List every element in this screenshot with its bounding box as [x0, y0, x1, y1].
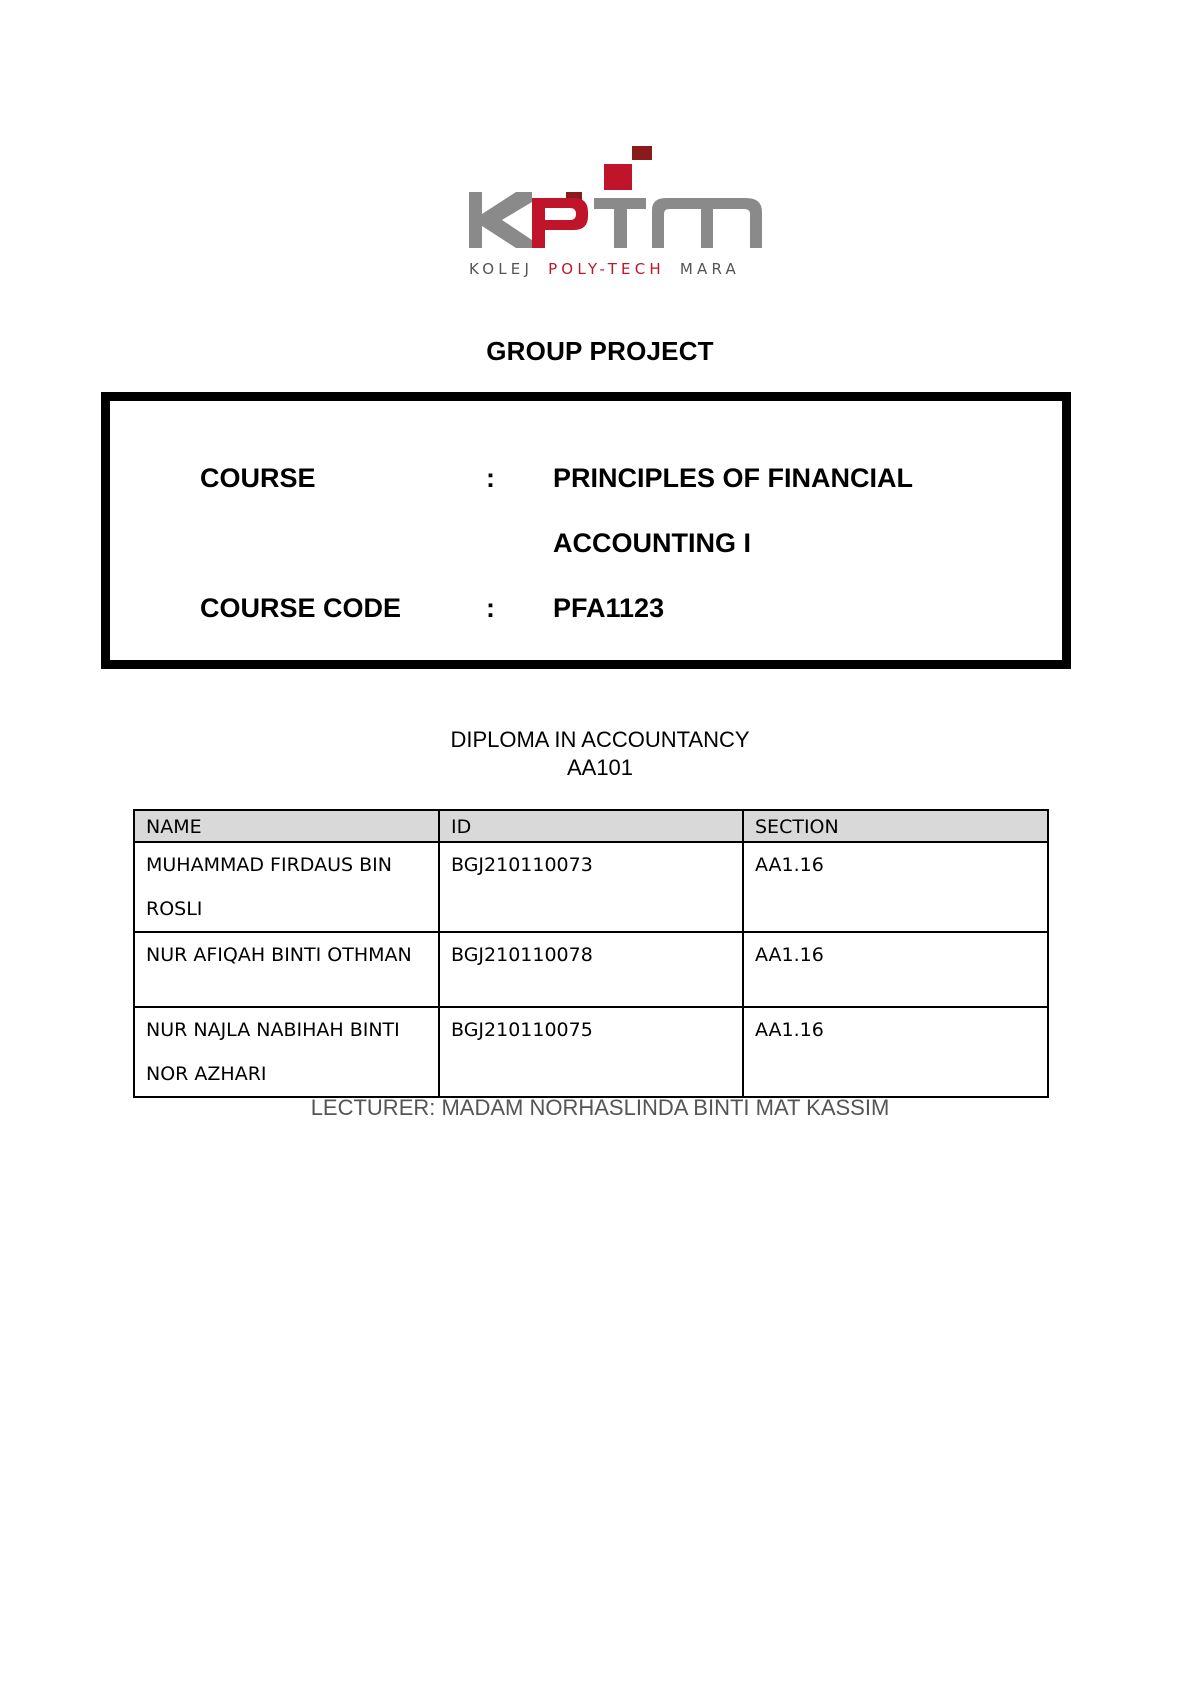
table-row	[134, 1007, 1048, 1097]
logo-letter-p	[532, 198, 588, 248]
program-name: DIPLOMA IN ACCOUNTANCY	[450, 727, 750, 752]
member-id: BGJ210110073	[439, 842, 743, 932]
course-name-line2: ACCOUNTING I	[553, 528, 751, 558]
member-name: MUHAMMAD FIRDAUS BIN ROSLI	[134, 842, 439, 932]
table-row	[134, 932, 1048, 1007]
course-label: COURSE	[200, 463, 316, 493]
lecturer-line: LECTURER: MADAM NORHASLINDA BINTI MAT KASSIM	[310, 1095, 890, 1120]
member-name: NUR AFIQAH BINTI OTHMAN	[134, 932, 439, 1007]
members-table	[133, 809, 1049, 1098]
course-code-colon: :	[486, 593, 495, 623]
course-code-label: COURSE CODE	[200, 593, 402, 623]
header-id: ID	[439, 810, 743, 842]
logo-letter-k	[469, 192, 532, 248]
logo-tagline: KOLEJ POLY-TECH MARA	[469, 260, 740, 278]
logo-square-red	[604, 164, 632, 190]
course-code-value: PFA1123	[553, 593, 665, 623]
course-info-box	[101, 392, 1071, 669]
program-info	[0, 726, 1200, 782]
page-title: GROUP PROJECT	[486, 336, 714, 366]
kptm-logo	[466, 140, 766, 280]
logo-letter-t	[594, 198, 646, 248]
course-colon: :	[486, 463, 495, 493]
kptm-logo-graphic	[466, 140, 766, 280]
member-id: BGJ210110078	[439, 932, 743, 1007]
table-row	[134, 842, 1048, 932]
program-code: AA101	[566, 755, 634, 780]
logo-letter-m	[652, 198, 762, 248]
member-section: AA1.16	[743, 932, 1048, 1007]
member-section: AA1.16	[743, 1007, 1048, 1097]
member-section: AA1.16	[743, 842, 1048, 932]
header-name: NAME	[134, 810, 439, 842]
header-section: SECTION	[743, 810, 1048, 842]
member-name: NUR NAJLA NABIHAH BINTI NOR AZHARI	[134, 1007, 439, 1097]
course-name-line1: PRINCIPLES OF FINANCIAL	[553, 463, 914, 493]
logo-square-dark	[632, 146, 652, 160]
table-header-row	[134, 810, 1048, 842]
member-id: BGJ210110075	[439, 1007, 743, 1097]
